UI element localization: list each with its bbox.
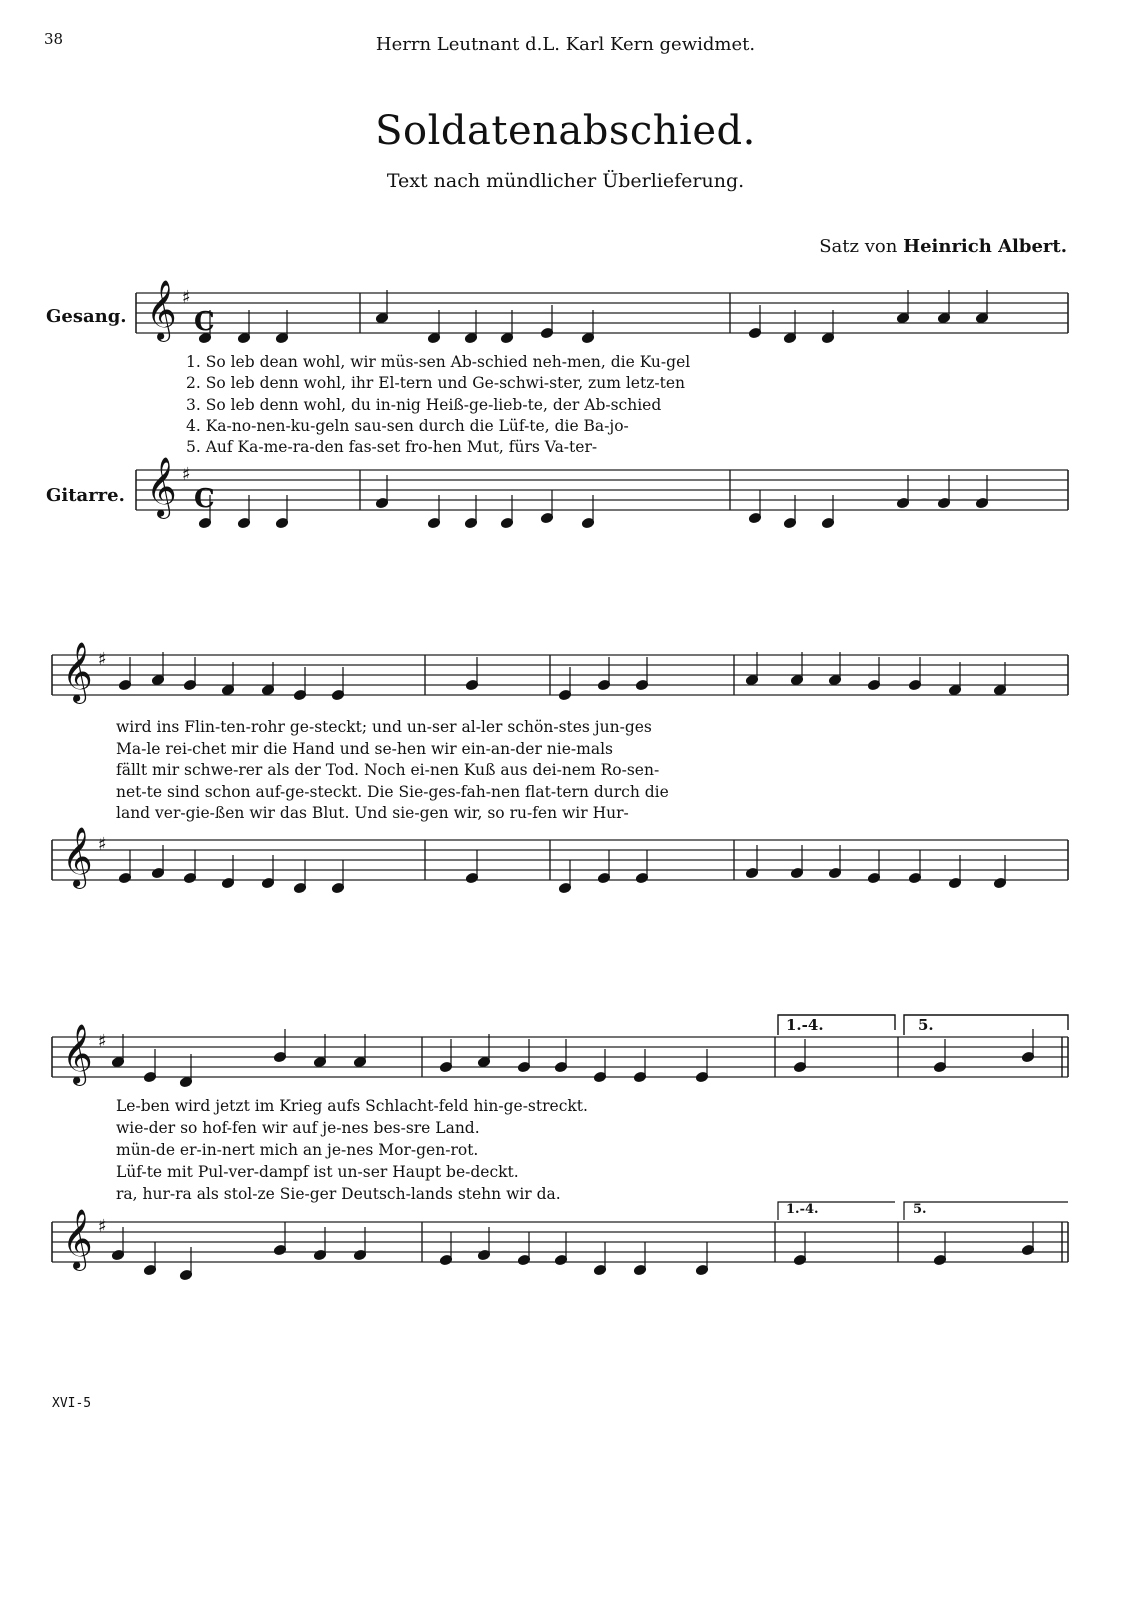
second-ending-bracket [904,1202,1068,1220]
voice-part-label: Gesang. [46,306,127,327]
lyric-line: net-te sind schon auf-ge-steckt. Die Sie-ges-fah-nen flat-tern durch die [116,783,669,801]
lyric-line: wird ins Flin-ten-rohr ge-steckt; und un-ser al-ler schön-stes jun-ges [116,718,652,736]
guitar-part-label: Gitarre. [46,485,125,506]
treble-clef-icon: 𝄞 [62,642,93,702]
lyric-line: fällt mir schwe-rer als der Tod. Noch ei-nen Kuß aus dei-nem Ro-sen- [116,761,660,779]
plate-number: XVI-5 [52,1396,92,1411]
dedication: Herrn Leutnant d.L. Karl Kern gewidmet. [375,34,756,55]
treble-clef-icon: 𝄞 [146,457,177,517]
first-ending-label: 1.-4. [786,1202,819,1217]
lyric-line: mün-de er-in-nert mich an je-nes Mor-gen-rot. [116,1141,479,1159]
lyric-line: 5. Auf Ka-me-ra-den fas-set fro-hen Mut, fürs Va-ter- [186,438,598,456]
first-ending-label: 1.-4. [786,1016,824,1034]
treble-clef-icon: 𝄞 [62,827,93,887]
treble-clef-icon: 𝄞 [62,1209,93,1269]
treble-clef-icon: 𝄞 [62,1024,93,1084]
common-time-icon: C [194,307,215,337]
lyric-line: 1. So leb dean wohl, wir müs-sen Ab-schied neh-men, die Ku-gel [186,353,691,371]
lyric-line: 4. Ka-no-nen-ku-geln sau-sen durch die Lüf-te, die Ba-jo- [186,417,629,435]
arranger-prefix: Satz von [819,236,898,257]
lyric-line: ra, hur-ra als stol-ze Sie-ger Deutsch-lands stehn wir da. [116,1185,561,1203]
key-signature-sharp-icon: ♯ [98,1031,107,1052]
text-source: Text nach mündlicher Überlieferung. [386,170,745,192]
second-ending-label: 5. [918,1016,934,1034]
song-title: Soldatenabschied. [375,108,756,154]
key-signature-sharp-icon: ♯ [98,1216,107,1237]
lyric-line: Lüf-te mit Pul-ver-dampf ist un-ser Haupt be-deckt. [116,1163,519,1181]
key-signature-sharp-icon: ♯ [98,649,107,670]
second-ending-label: 5. [913,1202,927,1217]
arranger-name: Heinrich Albert. [903,236,1067,257]
page-number: 38 [44,30,64,48]
lyric-line: 2. So leb denn wohl, ihr El-tern und Ge-schwi-ster, zum letz-ten [186,374,685,392]
lyric-line: 3. So leb denn wohl, du in-nig Heiß-ge-lieb-te, der Ab-schied [186,396,662,414]
key-signature-sharp-icon: ♯ [182,464,191,485]
key-signature-sharp-icon: ♯ [182,287,191,308]
key-signature-sharp-icon: ♯ [98,834,107,855]
treble-clef-icon: 𝄞 [146,280,177,340]
lyric-line: Le-ben wird jetzt im Krieg aufs Schlacht-feld hin-ge-streckt. [116,1097,588,1115]
lyric-line: wie-der so hof-fen wir auf je-nes bes-sre Land. [116,1119,480,1137]
lyric-line: Ma-le rei-chet mir die Hand und se-hen wir ein-an-der nie-mals [116,740,613,758]
lyric-line: land ver-gie-ßen wir das Blut. Und sie-gen wir, so ru-fen wir Hur- [116,804,629,822]
common-time-icon: C [194,484,215,514]
